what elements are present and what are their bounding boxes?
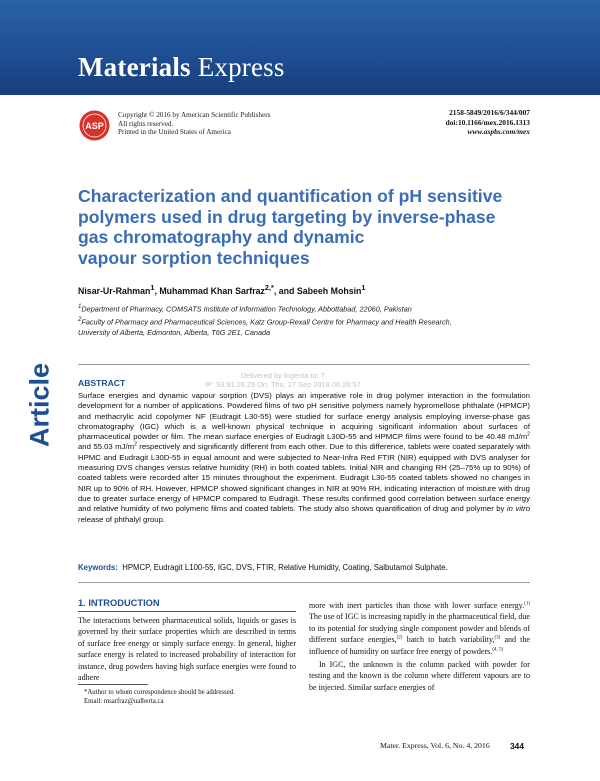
publisher-info: [118, 111, 270, 137]
correspondence-footnote: *Author to whom correspondence should be addressed. Email: msarfraz@ualberta.ca: [84, 689, 235, 705]
abstract-text: Surface energies and dynamic vapour sorption (DVS) plays an imperative role in drug polymer interaction in the formulation development for a number of applications. Powdered films of two pH sensitive polymers namely hypromellose phthalate (HPMCP) and methacrylic acid copolymer NF (Eudragit L30-55) were studied for surface energy analysis employing inverse-phase gas chromatography (IGC) which is a well-known physical technique in acquiring significant information about surfaces of pharmaceutical powder or film. The mean surface energies of Eudragit L30D-55 and HPMCP films were found to be 40.48 $mJ/m^2$ and 55.03 $mJ/m^2$ respectively and significantly different from each other. Due to this difference, tablets were coated separately with HPMC and Eudragit L30D-55 in equal amount and were subjected to Near-Infra Red FTIR (NIR) equipped with DVS analyser for measuring DVS changes versus relative humidity (RH) in both coated tablets. Initial NIR and changing RH (25–75% up to 90%) of coated tablets were recorded after 15 minutes throughout the experiment. Eudragit L30-55 coated tablets showed no changes in NIR up to 90% of RH. However, HPMCP showed significant changes in NIR at 90% RH, indicating interaction of moisture with drug due to greater surface energy of HPMCP compared to Eudragit. These results confirmed good correlation between surface energy and relative humidity of two polymeric films and coated tablets. The study also shows quantification of drug and polymer by in vitro release of phthalyl group.: [78, 391, 531, 524]
keywords: [78, 563, 448, 572]
reference-link[interactable]: (1): [524, 601, 530, 607]
issn-doi-block: [446, 108, 530, 137]
title-line: gas chromatography and dynamic: [78, 227, 365, 248]
introduction-heading: 1. INTRODUCTION: [78, 598, 160, 608]
intro-paragraph: more with inert particles than those with lower surface energy.$^{(1)}$ The use of IGC is increasing rapidly in the pharmaceutical field, due to its potential for studying single component powder and blends of different surface energies,$^{(2)}$ batch to batch variability,$^{(3)}$ and the influence of humidity on surface free energy of powders.$^{(4, 5)}$: [309, 601, 530, 656]
reference-link[interactable]: (3): [494, 635, 501, 641]
keywords-label: Keywords:: [78, 563, 118, 572]
affiliation-2-cont: University of Alberta, Edmonton, Alberta, T6G 2E1, Canada: [78, 327, 271, 337]
publisher-line: Printed in the United States of America: [118, 128, 231, 137]
publisher-line: All rights reserved.: [118, 119, 174, 128]
author-name: Sabeeh Mohsin: [296, 285, 362, 296]
reference-link[interactable]: (4, 5): [492, 646, 504, 652]
publisher-line: Copyright © 2016 by American Scientific Publishers: [118, 111, 271, 119]
title-line: polymers used in drug targeting by inverse-phase: [78, 206, 496, 227]
affiliations: [78, 302, 452, 338]
issn-line: 2158-5849/2016/6/344/007: [449, 108, 530, 117]
abstract-heading: ABSTRACT: [78, 378, 126, 388]
footnote-divider: [78, 684, 148, 685]
asp-logo-icon: [79, 110, 110, 141]
corresponding-author-star: *: [271, 283, 274, 292]
journal-header-band: [0, 0, 600, 95]
page-number: 344: [510, 741, 524, 751]
author-affiliation-sup: 1: [361, 283, 366, 292]
footer-citation: Mater. Express, Vol. 6, No. 4, 2016: [380, 741, 490, 750]
author-name: Muhammad Khan Sarfraz: [159, 285, 265, 296]
intro-left-column: The interactions between pharmaceutical solids, liquids or gases is governed by their surface properties which are described in terms of surface free energy or simply surface energy. In general, higher surface energy is related to increased probability of interaction for instance, drug powders having high surface energies were found to adhere: [78, 616, 296, 683]
asp-logo-text: ASP: [85, 121, 104, 131]
divider: [78, 364, 530, 365]
journal-title-main: Materials: [78, 52, 191, 82]
delivery-watermark: Delivered by Ingenta to: ? IP: 93.91.26.29 On: Thu, 27 Sep 2018 06:26:57: [205, 371, 361, 389]
heading-underline: [78, 611, 296, 612]
affiliation-2: $^2$Faculty of Pharmacy and Pharmaceutical Sciences, Katz Group-Rexall Centre for Pharmacy and Health Research,: [78, 315, 452, 327]
author-list: [78, 283, 366, 296]
journal-url-link[interactable]: www.aspbs.com/mex: [467, 127, 530, 137]
author-email[interactable]: Email: msarfraz@ualberta.ca: [84, 698, 164, 705]
author-separator: , and: [273, 285, 297, 296]
journal-title-sub: Express: [197, 52, 285, 82]
author-name: Nisar-Ur-Rahman: [78, 285, 151, 296]
divider: [78, 582, 530, 583]
title-line: vapour sorption techniques: [78, 247, 310, 268]
keywords-text: HPMCP, Eudragit L100-55, IGC, DVS, FTIR, Relative Humidity, Coating, Salbutamol Sulphate.: [122, 563, 448, 572]
intro-right-column: [309, 600, 530, 693]
author-affiliation-sup: 2,: [264, 283, 272, 292]
journal-title: [78, 52, 285, 83]
author-separator: ,: [154, 285, 160, 296]
reference-link[interactable]: (2): [396, 635, 403, 641]
author-affiliation-sup: 1: [150, 283, 155, 292]
title-line: Characterization and quantification of pH sensitive: [78, 186, 503, 206]
intro-paragraph: In IGC, the unknown is the column packed with powder for testing and the known is the column where different vapours are to be injected. Similar surface energies of: [309, 660, 530, 692]
article-title: [78, 186, 538, 268]
doi-line: doi:10.1166/mex.2016.1313: [445, 117, 530, 127]
article-side-label: Article: [24, 362, 55, 448]
affiliation-1: $^1$Department of Pharmacy, COMSATS Institute of Information Technology, Abbottabad, 22060, Pakistan: [78, 303, 412, 314]
